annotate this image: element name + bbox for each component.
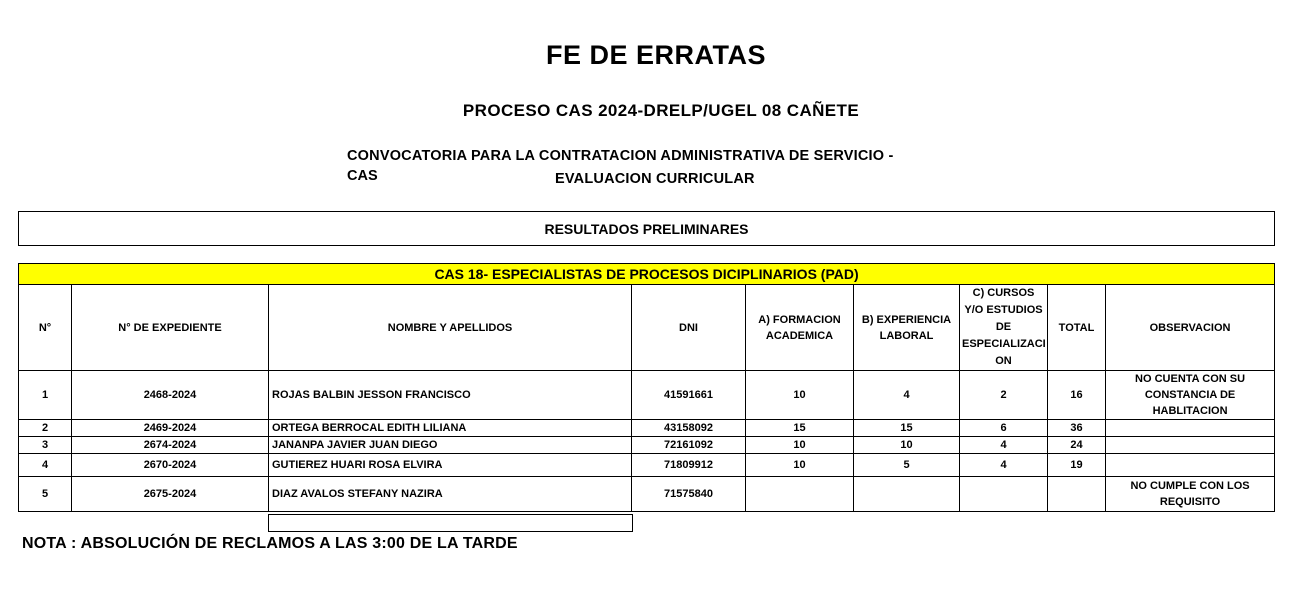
cell-total: 19 bbox=[1048, 454, 1106, 477]
cell-experiencia: 10 bbox=[854, 437, 960, 454]
cell-total bbox=[1048, 477, 1106, 512]
cell-dni: 72161092 bbox=[632, 437, 746, 454]
cell-cursos: 4 bbox=[960, 454, 1048, 477]
column-header: A) FORMACION ACADEMICA bbox=[746, 285, 854, 371]
cell-n: 1 bbox=[19, 371, 72, 420]
column-header: N° bbox=[19, 285, 72, 371]
cell-dni: 41591661 bbox=[632, 371, 746, 420]
cell-nombre: DIAZ AVALOS STEFANY NAZIRA bbox=[269, 477, 632, 512]
cell-experiencia: 15 bbox=[854, 420, 960, 437]
table-row bbox=[19, 437, 1275, 454]
column-header: B) EXPERIENCIA LABORAL bbox=[854, 285, 960, 371]
results-table bbox=[18, 263, 1275, 512]
cell-formacion: 10 bbox=[746, 454, 854, 477]
evaluation-label: EVALUACION CURRICULAR bbox=[555, 171, 755, 187]
cell-nombre: ORTEGA BERROCAL EDITH LILIANA bbox=[269, 420, 632, 437]
cell-expediente: 2670-2024 bbox=[72, 454, 269, 477]
cell-nombre: JANANPA JAVIER JUAN DIEGO bbox=[269, 437, 632, 454]
cell-formacion: 10 bbox=[746, 371, 854, 420]
note-text: NOTA : ABSOLUCIÓN DE RECLAMOS A LAS 3:00 DE LA TARDE bbox=[22, 535, 518, 552]
cell-observacion bbox=[1106, 437, 1275, 454]
cell-total: 36 bbox=[1048, 420, 1106, 437]
column-header: NOMBRE Y APELLIDOS bbox=[269, 285, 632, 371]
column-header: C) CURSOS Y/O ESTUDIOS DE ESPECIALIZACI ON bbox=[960, 285, 1048, 371]
process-subtitle: PROCESO CAS 2024-DRELP/UGEL 08 CAÑETE bbox=[462, 101, 860, 120]
cell-cursos: 6 bbox=[960, 420, 1048, 437]
cell-nombre: GUTIEREZ HUARI ROSA ELVIRA bbox=[269, 454, 632, 477]
cell-dni: 71575840 bbox=[632, 477, 746, 512]
cell-n: 4 bbox=[19, 454, 72, 477]
document-title: FE DE ERRATAS bbox=[545, 40, 766, 70]
empty-cell-box bbox=[268, 514, 633, 532]
cell-observacion: NO CUMPLE CON LOS REQUISITO bbox=[1106, 477, 1275, 512]
convocatoria-line-1: CONVOCATORIA PARA LA CONTRATACION ADMINISTRATIVA DE SERVICIO - bbox=[347, 148, 894, 164]
column-header: DNI bbox=[632, 285, 746, 371]
cell-observacion: NO CUENTA CON SU CONSTANCIA DE HABLITACION bbox=[1106, 371, 1275, 420]
cell-cursos bbox=[960, 477, 1048, 512]
cell-n: 2 bbox=[19, 420, 72, 437]
cell-expediente: 2469-2024 bbox=[72, 420, 269, 437]
cell-observacion bbox=[1106, 454, 1275, 477]
cell-experiencia: 4 bbox=[854, 371, 960, 420]
cell-cursos: 2 bbox=[960, 371, 1048, 420]
column-header: N° DE EXPEDIENTE bbox=[72, 285, 269, 371]
cell-cursos: 4 bbox=[960, 437, 1048, 454]
cell-total: 16 bbox=[1048, 371, 1106, 420]
results-header: RESULTADOS PRELIMINARES bbox=[18, 211, 1275, 246]
cell-formacion bbox=[746, 477, 854, 512]
cell-experiencia bbox=[854, 477, 960, 512]
cell-nombre: ROJAS BALBIN JESSON FRANCISCO bbox=[269, 371, 632, 420]
column-header: TOTAL bbox=[1048, 285, 1106, 371]
cell-total: 24 bbox=[1048, 437, 1106, 454]
cell-formacion: 15 bbox=[746, 420, 854, 437]
cell-dni: 71809912 bbox=[632, 454, 746, 477]
table-banner: CAS 18- ESPECIALISTAS DE PROCESOS DICIPLINARIOS (PAD) bbox=[19, 264, 1275, 285]
column-header: OBSERVACION bbox=[1106, 285, 1275, 371]
table-row bbox=[19, 477, 1275, 512]
cell-dni: 43158092 bbox=[632, 420, 746, 437]
cell-expediente: 2674-2024 bbox=[72, 437, 269, 454]
cell-experiencia: 5 bbox=[854, 454, 960, 477]
cell-formacion: 10 bbox=[746, 437, 854, 454]
convocatoria-line-2: CAS bbox=[347, 168, 378, 184]
table-header-row bbox=[19, 285, 1275, 371]
cell-n: 3 bbox=[19, 437, 72, 454]
table-row bbox=[19, 454, 1275, 477]
cell-expediente: 2675-2024 bbox=[72, 477, 269, 512]
cell-observacion bbox=[1106, 420, 1275, 437]
table-row bbox=[19, 420, 1275, 437]
cell-n: 5 bbox=[19, 477, 72, 512]
cell-expediente: 2468-2024 bbox=[72, 371, 269, 420]
table-row bbox=[19, 371, 1275, 420]
